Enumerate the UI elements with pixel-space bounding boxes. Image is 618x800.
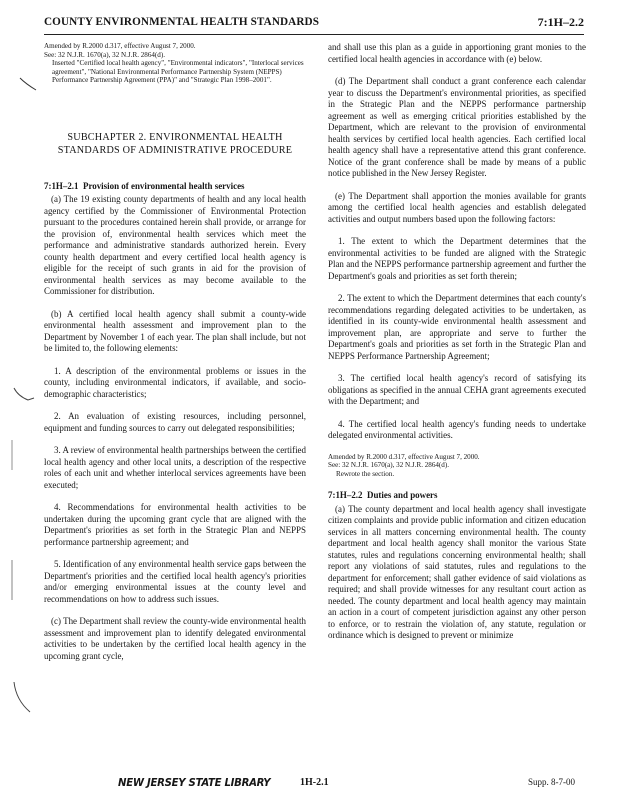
supplement-date: Supp. 8-7-00 [528, 777, 575, 787]
note-line: See: 32 N.J.R. 1670(a), 32 N.J.R. 2864(d). [328, 461, 449, 470]
note-line: Amended by R.2000 d.317, effective August 7, 2000. [328, 452, 480, 461]
header-section-code: 7:1H–2.2 [537, 15, 584, 29]
list-item: 3. The certified local health agency's record of satisfying its obligations as specified in the annual CEHA grant agreements executed with the Department; and [328, 373, 586, 406]
paragraph-c-continued: and shall use this plan as a guide in apportioning grant monies to the certified local health agencies in accordance with (e) below. [328, 42, 586, 64]
section-title: Provision of environmental health services [82, 180, 245, 191]
note-line: See: 32 N.J.R. 1670(a), 32 N.J.R. 2864(d). [44, 50, 165, 59]
page-number: 1H-2.1 [300, 777, 329, 788]
list-item: 2. An evaluation of existing resources, including personnel, equipment and funding sources to carry out delegated responsibilities; [44, 411, 306, 433]
note-line: Rewrote the section. [336, 469, 395, 478]
library-stamp: NEW JERSEY STATE LIBRARY [118, 776, 271, 789]
note-line: Inserted "Certified local health agency", "Environmental indicators", "Interlocal services agreement", "National Environmental Performance Partnership System (NEPPS) Performance Partnership Agreement (PPA)" and "Strategic Plan 1998–2001". [52, 59, 304, 85]
list-item: 5. Identification of any environmental health service gaps between the Department's priorities and the certified local health agency's priorities and/or emerging environmental issues at the county level and recommendations on how to address such issues. [44, 559, 306, 604]
paragraph-d: (d) The Department shall conduct a grant conference each calendar year to discuss the Department's environmental priorities, as specified in the Strategic Plan and the NEPPS performance partnership agreement as well as emerging critical priorities established by the Department, which are relevant to the provision of environmental health services by certified local health agencies. Each certified local health agency shall have a representative attend this grant conference. Notice of the grant conference shall be made by means of a public notice published in the New Jersey Register. [328, 76, 586, 178]
list-item: 1. A description of the environmental problems or issues in the county, including environmental indicators, if available, and socio-demographic characteristics; [44, 365, 306, 399]
list-item: 4. Recommendations for environmental health activities to be undertaken during the upcoming grant cycle that are aligned with the Department's priorities as set forth in the Strategic Plan and NEPPS performance partnership agreement; and [44, 502, 306, 547]
list-item: 2. The extent to which the Department determines that each county's recommendations regarding delegated activities to be undertaken, as identified in its county-wide environmental health assessment and improvement plan, are appropriate and serve to further the Department's goals and priorities as set forth in the Strategic Plan and NEPPS Performance Partnership Agreement; [328, 293, 586, 361]
list-item: 1. The extent to which the Department determines that the environmental activities to be funded are aligned with the Strategic Plan and the NEPPS performance partnership agreement and further the Department's goals and priorities as set forth therein; [328, 236, 586, 281]
subchapter-heading: SUBCHAPTER 2. ENVIRONMENTAL HEALTH STANDARDS OF ADMINISTRATIVE PROCEDURE [57, 131, 293, 156]
paragraph-a: (a) The 19 existing county departments of health and any local health agency certified by the Commissioner of Environmental Protection pursuant to the procedures contained herein shall provide, or arrange for the provision of, environmental health services which meet the performance and administrative standards authorized herein. Every county health department and every certified local health agency is eligible for the receipt of such grants in aid for the provision of environmental health services as may become available to the Commissioner for distribution. [44, 194, 306, 297]
margin-arrow-mark [20, 78, 36, 90]
section-number: 7:1H–2.1 [44, 180, 79, 191]
note-line: Amended by R.2000 d.317, effective August 7, 2000. [44, 42, 196, 50]
section-number: 7:1H–2.2 [328, 490, 363, 501]
paragraph-a: (a) The county department and local health agency shall investigate citizen complaints and provide public information and citizen education services in all matters concerning environmental health. The county department and local health agency shall monitor the various State statutes, rules and regulations concerning environmental health; shall report any violations of said statutes, rules and regulations to the department for enforcement; shall gather evidence of said violations as required; and shall provide witnesses for any resultant court action as needed. The county department and local health agency may maintain an action in a court of competent jurisdiction against any other person to enforce, or to restrain the violation of, any statute, regulation or ordinance which is designed to prevent or minimize [328, 503, 586, 641]
header-title: COUNTY ENVIRONMENTAL HEALTH STANDARDS [44, 16, 320, 28]
paragraph-e: (e) The Department shall apportion the monies available for grants among the certified local health agencies and establish delegated activities and output numbers based upon the following factors: [328, 190, 586, 224]
section-title: Duties and powers [366, 490, 438, 501]
margin-arrow-mark [14, 388, 34, 400]
paragraph-c: (c) The Department shall review the county-wide environmental health assessment and improvement plan to identify delegated environmental activities to be undertaken by the certified local health agency in the upcoming grant cycle, [44, 616, 306, 661]
margin-arrow-mark [14, 682, 30, 712]
list-item: 3. A review of environmental health partnerships between the certified local health agency and other local units, a description of the respective roles of each unit and whether interlocal services agreements have been executed; [44, 445, 306, 490]
list-item: 4. The certified local health agency's funding needs to undertake delegated environmental activities. [328, 418, 586, 440]
paragraph-b: (b) A certified local health agency shall submit a county-wide environmental health assessment and improvement plan to the Department by November 1 of each year. The plan shall include, but not be limited to, the following elements: [44, 308, 306, 354]
